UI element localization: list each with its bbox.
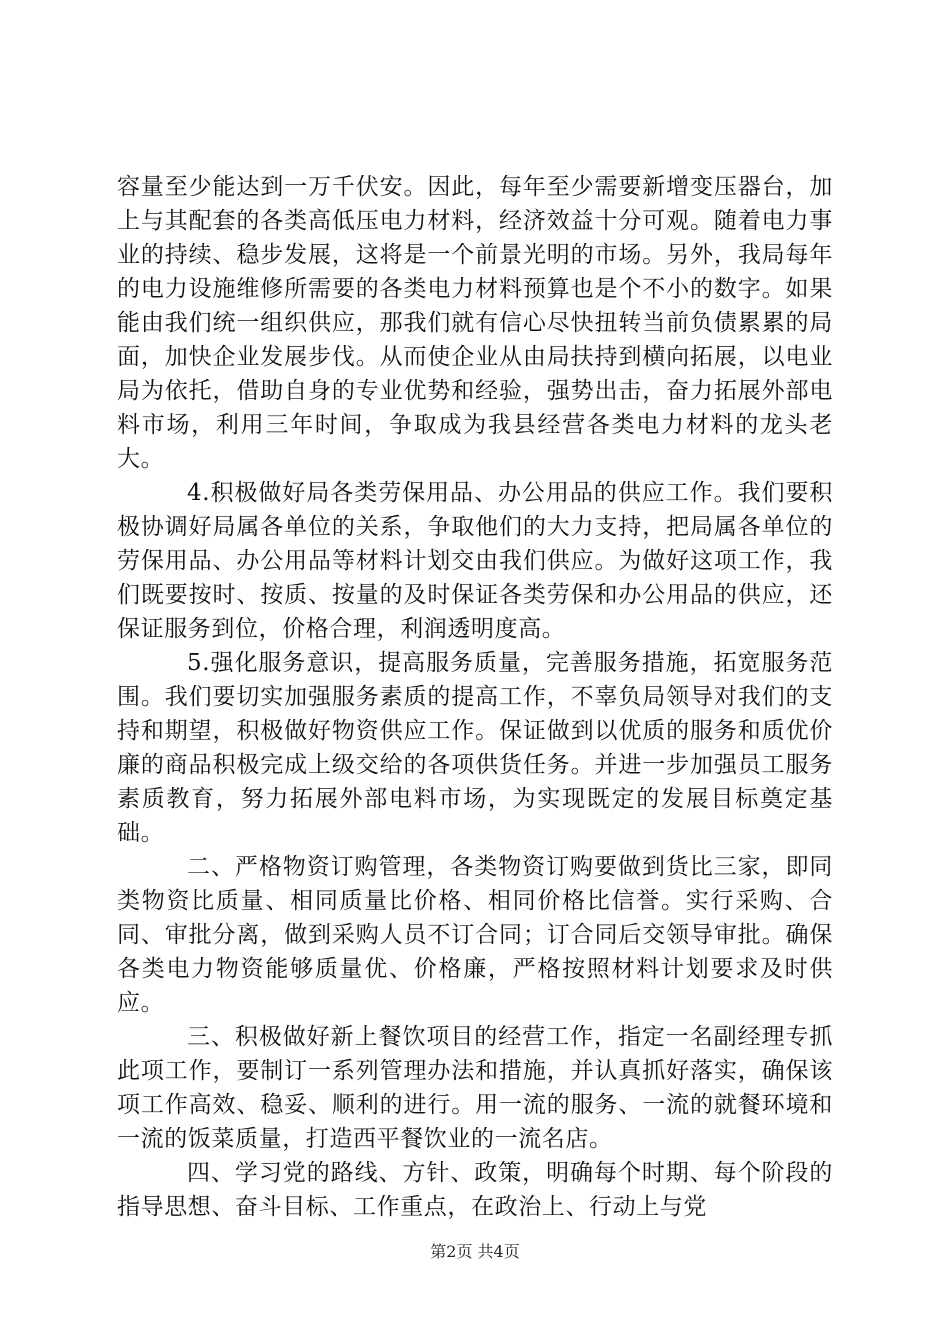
paragraph-continuation: 容量至少能达到一万千伏安。因此，每年至少需要新增变压器台，加上与其配套的各类高低压电力材料，经济效益十分可观。随着电力事业的持续、稳步发展，这将是一个前景光明的市场。另外，我局每年的电力设施维修所需要的各类电力材料预算也是个不小的数字。如果能由我们统一组织供应，那我们就有信心尽快扭转当前负债累累的局面，加快企业发展步伐。从而使企业从由局扶持到横向拓展，以电业局为依托，借助自身的专业优势和经验，强势出击，奋力拓展外部电料市场，利用三年时间，争取成为我县经营各类电力材料的龙头老大。 [117,174,833,472]
document-body [117,170,833,1224]
paragraph-section-2: 二、严格物资订购管理，各类物资订购要做到货比三家，即同类物资比质量、相同质量比价格、相同价格比信誉。实行采购、合同、审批分离，做到采购人员不订合同；订合同后交领导审批。确保各类电力物资能够质量优、价格廉，严格按照材料计划要求及时供应。 [117,854,833,1016]
paragraph-section-4: 四、学习党的路线、方针、政策，明确每个时期、每个阶段的指导思想、奋斗目标、工作重点，在政治上、行动上与党 [117,1160,833,1220]
paragraph-section-3: 三、积极做好新上餐饮项目的经营工作，指定一名副经理专抓此项工作，要制订一系列管理办法和措施，并认真抓好落实，确保该项工作高效、稳妥、顺利的进行。用一流的服务、一流的就餐环境和一流的饭菜质量，打造西平餐饮业的一流名店。 [117,1024,833,1152]
paragraph-item-5: 5.强化服务意识，提高服务质量，完善服务措施，拓宽服务范围。我们要切实加强服务素质的提高工作，不辜负局领导对我们的支持和期望，积极做好物资供应工作。保证做到以优质的服务和质优价廉的商品积极完成上级交给的各项供货任务。并进一步加强员工服务素质教育，努力拓展外部电料市场，为实现既定的发展目标奠定基础。 [117,650,833,846]
page-number-footer: 第2页 共4页 [430,1242,520,1261]
paragraph-item-4: 4.积极做好局各类劳保用品、办公用品的供应工作。我们要积极协调好局属各单位的关系，争取他们的大力支持，把局属各单位的劳保用品、办公用品等材料计划交由我们供应。为做好这项工作，我们既要按时、按质、按量的及时保证各类劳保和办公用品的供应，还保证服务到位，价格合理，利润透明度高。 [117,480,833,642]
